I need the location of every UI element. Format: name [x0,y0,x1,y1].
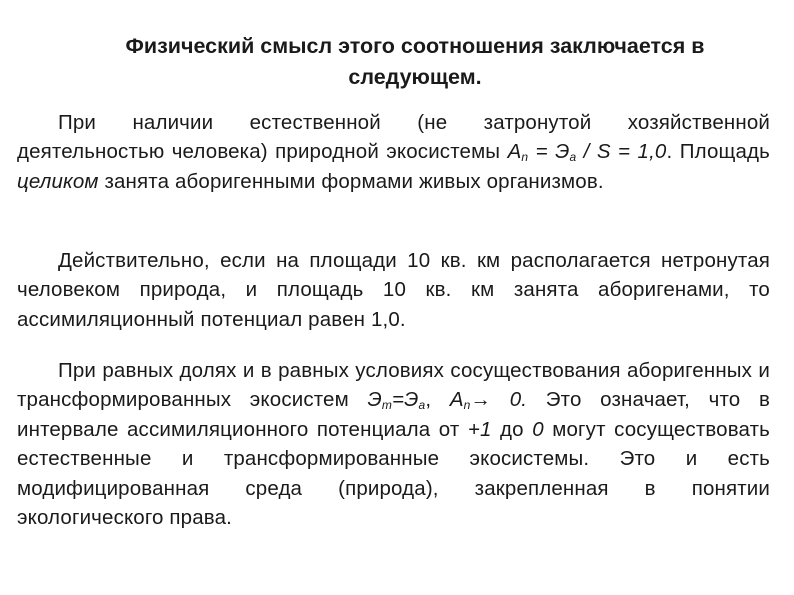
p1-text-start: При наличии естественной (не затронутой хозяйственной деятельностью человека) природной экосистемы [17,111,770,164]
value-zero: 0 [532,417,544,441]
p1-text-middle: . Площадь [666,140,770,164]
heading-line-2: следующем. [348,65,482,89]
subscript-a: a [418,398,426,413]
subscript-n: n [463,398,471,413]
formula-an-2: $A_n\to 0$. [449,388,528,413]
heading-line-1: Физический смысл этого соотношения заключается в [125,34,705,58]
slide-heading [40,31,790,93]
emphasis-whole: целиком [17,169,99,193]
formula-an-1: $A_n = Э_a / S = 1,0$ [507,140,667,165]
subscript-t: т [381,398,392,413]
subscript-n: n [521,150,529,165]
value-plus-one: +1 [467,417,492,441]
p2-text: Действительно, если на площади 10 кв. км располагается нетронутая человеком природа, и площадь 10 кв. км занята аборигенами, то ассимиляционный потенциал равен 1,0. [17,249,770,331]
subscript-a: a [569,150,577,165]
p3-text-middle: Это означает, что в интервале ассимиляционного потенциала от [17,388,770,441]
p3-text-start: При равных долях и в равных условиях сосуществования аборигенных и трансформированных экосистем [17,359,770,412]
formula-et-ea: $Э_т=Э_a$ [367,388,426,413]
paragraph-3: При равных долях и в равных условиях сосуществования аборигенных и трансформированных экосистем $Э_т=Э_a$, $A_n\to 0$. Это означает, что в интервале ассимиляционного потенциала от +1 до 0 могут сосуществовать естественные и трансформированные экосистемы. Это и есть модифицированная среда (природа), закрепленная в понятии экологического права. [17,359,771,530]
p1-text-end: занята аборигенными формами живых организмов. [98,169,604,193]
p3-text-end: могут сосуществовать естественные и трансформированные экосистемы. Это и есть модифицированная среда (природа), закрепленная в понятии экологического права. [17,417,771,530]
paragraph-1 [17,108,770,196]
paragraph-2 [17,246,770,334]
